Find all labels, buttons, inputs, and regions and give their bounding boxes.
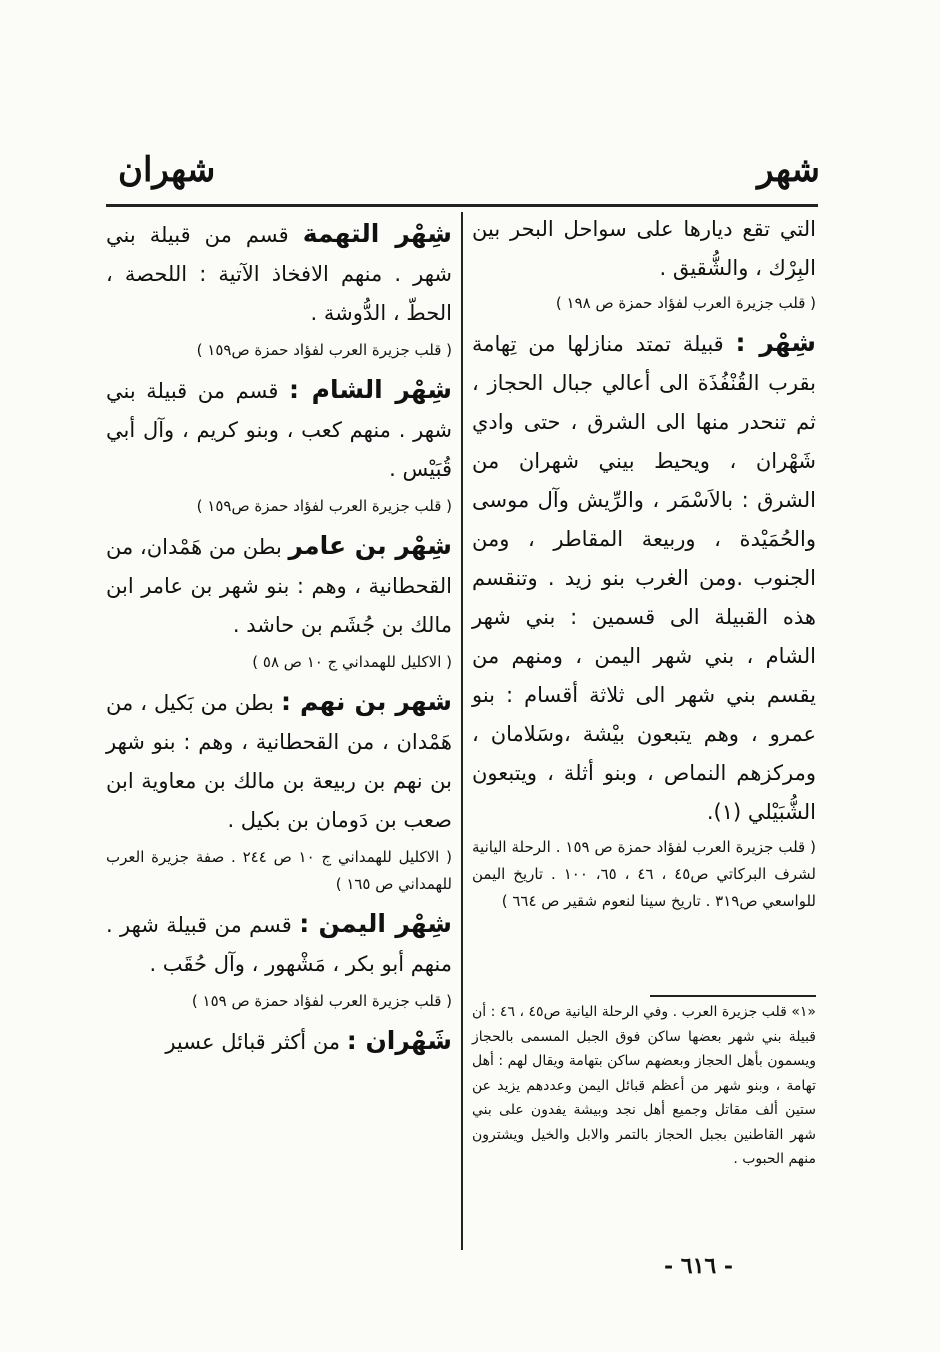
- entry-text: قسم من قبيلة شهر . منهم أبو بكر ، مَشْهور ، وآل حُقَب .: [106, 913, 452, 976]
- entry-shahr-yemen: [106, 904, 452, 984]
- entry-headword: شِهْر الشام :: [289, 375, 452, 404]
- footnote-rule: [650, 995, 816, 997]
- entry-shahr: [472, 323, 816, 832]
- left-column: [106, 214, 452, 1066]
- entry-text: قبيلة تمتد منازلها من تِهامة بقرب القُنْفُذَة الى أعالي جبال الحجاز ، ثم تنحدر منها الى الشرق ، حتى وادي شَهْران ، ويحيط بيني شهران من الشرق : بالاَسْمَر ، والرِّيش وآل موسى والحُمَيْدة ، وربيعة المقاطر ، ومن الجنوب .ومن الغرب بنو زيد . وتنقسم هذه القبيلة الى قسمين : بني شهر الشام ، بني شهر اليمن ، ومنهم من يقسم بني شهر الى ثلاثة أقسام : بنو عمرو ، وهم يتبعون بيْشة ،وسَلامان ، ومركزهم النماص ، وبنو أثلة ، ويتبعون الشُّبَيْلي (١).: [472, 332, 816, 824]
- citation: ( الاكليل للهمداني ج ١٠ ص ٢٤٤ . صفة جزيرة العرب للهمداني ص ١٦٥ ): [106, 848, 453, 893]
- entry-text: قسم من قبيلة بني شهر . منهم كعب ، وبنو كريم ، وآل أبي قُبَيْس .: [106, 379, 452, 481]
- running-header-left: شهران: [118, 150, 216, 190]
- entry-text: بطن من بَكيل ، من هَمْدان ، من القحطانية ، وهم : بنو شهر بن نهم بن ربيعة بن مالك بن معاوية ابن صعب بن دَومان بن بكيل .: [106, 691, 452, 832]
- entry-shahr-bin-nahm: [106, 682, 452, 840]
- column-divider: [461, 212, 463, 1250]
- entry-text: بطن من هَمْدان، من القحطانية ، وهم : بنو شهر بن عامر ابن مالك بن جُشَم بن حاشد .: [106, 535, 452, 637]
- right-column: [472, 210, 816, 921]
- header-rule: [106, 204, 818, 207]
- entry-headword: شِهْر بن عامر: [288, 531, 452, 560]
- citation: ( قلب جزيرة العرب لفؤاد حمزة ص ١٥٩ ): [191, 992, 452, 1010]
- entry-text: قسم من قبيلة بني شهر . منهم الافخاذ الآتية : اللحصة ، الحطّ ، الدُّوشة .: [106, 223, 452, 325]
- entry-headword: شِهْر اليمن :: [299, 909, 452, 938]
- citation: ( قلب جزيرة العرب لفؤاد حمزة ص١٥٩ ): [196, 497, 452, 515]
- entry-headword: شِهْر التهمة: [302, 219, 452, 248]
- entry-shahr-bin-amir: [106, 526, 452, 645]
- entry-headword: شِهْر :: [735, 328, 816, 357]
- entry-shahr-tihama: [106, 214, 452, 333]
- entry-text: من أكثر قبائل عسير: [165, 1030, 341, 1054]
- running-header-right: شهر: [757, 150, 820, 190]
- page-number: - ٦١٦ -: [664, 1253, 734, 1279]
- citation: ( قلب جزيرة العرب لفؤاد حمزة ص ١٩٨ ): [555, 294, 816, 312]
- citation: ( الاكليل للهمداني ج ١٠ ص ٥٨ ): [252, 653, 452, 671]
- entry-continuation: التي تقع ديارها على سواحل البحر بين البِرْك ، والشُّقيق .: [472, 217, 816, 280]
- footnote: «١» قلب جزيرة العرب . وفي الرحلة اليانية ص٤٥ ، ٤٦ : أن قبيلة بني شهر بعضها ساكن فوق الجبل المسمى بالحجاز ويسمون بأهل الحجاز وبعضهم ساكن بتهامة ويقال لهم : أهل تهامة ، وبنو شهر من أعظم قبائل اليمن وعددهم يزيد عن ستين ألف مقاتل وجميع أهل نجد وبيشة يفدون على بني شهر القاطنين بجبل الحجاز بالتمر والابل والخيل ويشترون منهم الحبوب .: [472, 1004, 816, 1167]
- entry-shahran: [106, 1021, 452, 1062]
- citation: ( قلب جزيرة العرب لفؤاد حمزة ص ١٥٩ . الرحلة اليانية لشرف البركاتي ص٤٥ ، ٤٦ ، ٦٥، ١٠٠ . تاريخ اليمن للواسعي ص٣١٩ . تاريخ سينا لنعوم شقير ص ٦٦٤ ): [472, 838, 816, 910]
- entry-headword: شهر بن نهم :: [280, 687, 452, 716]
- entry-shahr-sham: [106, 370, 452, 489]
- entry-headword: شَهْران :: [346, 1026, 452, 1055]
- citation: ( قلب جزيرة العرب لفؤاد حمزة ص١٥٩ ): [196, 341, 452, 359]
